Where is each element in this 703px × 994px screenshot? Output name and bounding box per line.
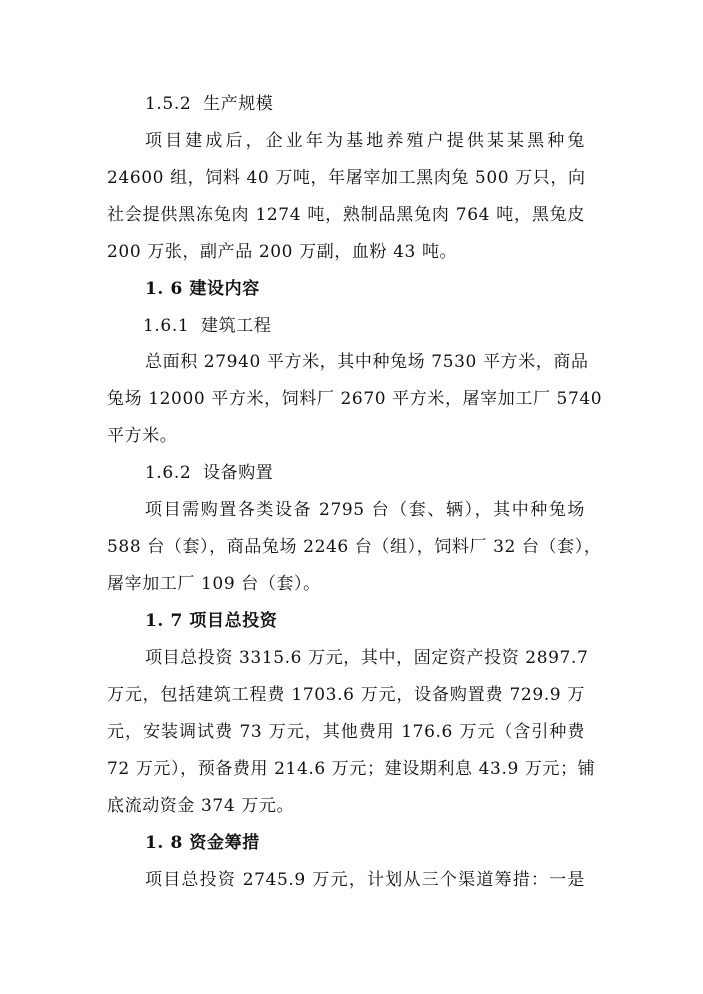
paragraph-line: 项目总投资 3315.6 万元，其中，固定资产投资 2897.7 bbox=[145, 648, 589, 668]
subsection-title: 生产规模 bbox=[203, 94, 274, 114]
paragraph-line: 社会提供黑冻兔肉 1274 吨，熟制品黑兔肉 764 吨，黑兔皮 bbox=[107, 205, 585, 225]
subsection-heading-1-5-2 bbox=[0, 92, 703, 116]
paragraph-line: 项目建成后，企业年为基地养殖户提供某某黑种兔 bbox=[145, 131, 585, 151]
subsection-heading-1-6-2 bbox=[0, 461, 703, 485]
paragraph-line: 24600 组，饲料 40 万吨，年屠宰加工黑肉兔 500 万只，向 bbox=[107, 168, 586, 188]
subsection-title: 设备购置 bbox=[203, 463, 274, 483]
section-heading-1-6: 1. 6 建设内容 bbox=[145, 279, 260, 299]
paragraph-line: 兔场 12000 平方米，饲料厂 2670 平方米，屠宰加工厂 5740 bbox=[107, 389, 603, 409]
subsection-number: 1.5.2 bbox=[145, 94, 192, 114]
paragraph-line: 平方米。 bbox=[107, 426, 178, 446]
section-heading-1-7: 1. 7 项目总投资 bbox=[145, 611, 278, 631]
section-heading-1-8: 1. 8 资金筹措 bbox=[145, 833, 260, 853]
paragraph-line: 项目总投资 2745.9 万元，计划从三个渠道筹措：一是 bbox=[145, 870, 585, 890]
paragraph-line: 项目需购置各类设备 2795 台（套、辆），其中种兔场 bbox=[145, 500, 585, 520]
paragraph-line: 72 万元），预备费用 214.6 万元；建设期利息 43.9 万元；铺 bbox=[107, 759, 596, 779]
subsection-number: 1.6.2 bbox=[145, 463, 192, 483]
paragraph-line: 总面积 27940 平方米，其中种兔场 7530 平方米，商品 bbox=[145, 352, 589, 372]
paragraph-line: 底流动资金 374 万元。 bbox=[107, 796, 295, 816]
subsection-heading-1-6-1 bbox=[0, 314, 703, 338]
paragraph-line: 200 万张，副产品 200 万副，血粉 43 吨。 bbox=[107, 242, 458, 262]
subsection-title: 建筑工程 bbox=[201, 316, 272, 336]
paragraph-line: 万元，包括建筑工程费 1703.6 万元，设备购置费 729.9 万 bbox=[107, 685, 585, 705]
paragraph-line: 588 台（套），商品兔场 2246 台（组），饲料厂 32 台（套）， bbox=[107, 537, 602, 557]
subsection-number: 1.6.1 bbox=[143, 316, 190, 336]
paragraph-line: 元，安装调试费 73 万元，其他费用 176.6 万元（含引种费 bbox=[107, 722, 585, 742]
paragraph-line: 屠宰加工厂 109 台（套）。 bbox=[107, 574, 321, 594]
